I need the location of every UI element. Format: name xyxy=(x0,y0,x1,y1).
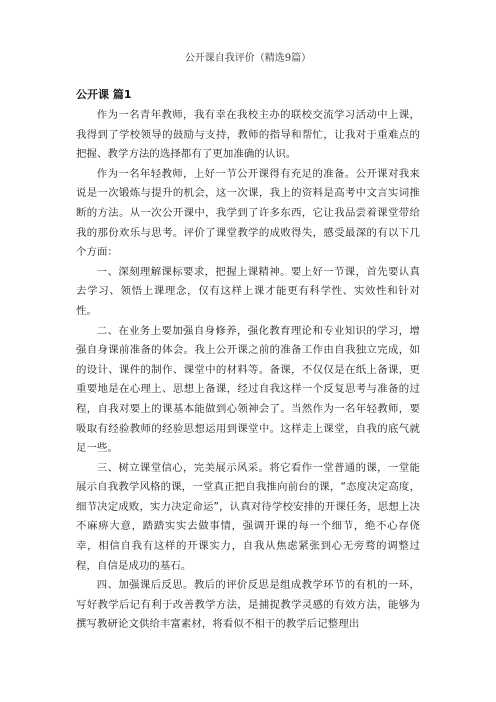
paragraph: 作为一名青年教师，我有幸在我校主办的联校交流学习活动中上课，我得到了学校领导的鼓励与支持，教师的指导和帮忙，让我对于重难点的把握、教学方法的选择都有了更加准确的认识。 xyxy=(76,109,420,161)
paragraph: 三、树立课堂信心，完美展示风采。将它看作一堂普通的课，一堂能展示自我教学风格的课，一堂真正把自我推向前台的课，“态度决定高度，细节决定成败，实力决定命运”，认真对待学校安排的开课任务，思想上决不麻痹大意，踏踏实实去做事情，强调开课的每一个细节，绝不心存侥幸，相信自我有这样的开课实力，自我从焦虑紧张到心无旁骛的调整过程，自信是成功的基石。 xyxy=(76,461,420,572)
document-title: 公开课自我评价（精选9篇） xyxy=(184,53,312,64)
paragraph: 二、在业务上要加强自身修养，强化教育理论和专业知识的学习，增强自身课前准备的体会。我上公开课之前的准备工作由自我独立完成，如的设计、课件的制作、课堂中的材料等。备课，不仅仅是在纸上备课，更重要地是在心理上、思想上备课，经过自我这样一个反复思考与准备的过程，自我对要上的课基本能做到心领神会了。当然作为一名年轻教师，要吸取有经验教师的经验思想运用到课堂中。这样走上课堂，自我的底气就足一些。 xyxy=(76,324,420,455)
paragraph: 作为一名年轻教师，上好一节公开课得有充足的准备。公开课对我来说是一次锻炼与提升的机会，这一次课，我上的资料是高考中文言实词推断的方法。从一次公开课中，我学到了许多东西，它让我品尝着课堂带给我的那份欢乐与思考。评价了课堂教学的成败得失，感受最深的有以下几个方面： xyxy=(76,167,420,259)
document-body xyxy=(76,106,420,635)
paragraph: 一、深刻理解课标要求，把握上课精神。要上好一节课，首先要认真去学习、领悟上课理念，仅有这样上课才能更有科学性、实效性和针对性。 xyxy=(76,265,420,317)
paragraph: 四、加强课后反思。教后的评价反思是组成教学环节的有机的一环，写好教学后记有利于改善教学方法，是捕捉教学灵感的有效方法，能够为撰写教研论文供给丰富素材，将看似不相干的教学后记整理出 xyxy=(76,579,420,631)
section-heading: 公开课 篇1 xyxy=(76,88,132,101)
